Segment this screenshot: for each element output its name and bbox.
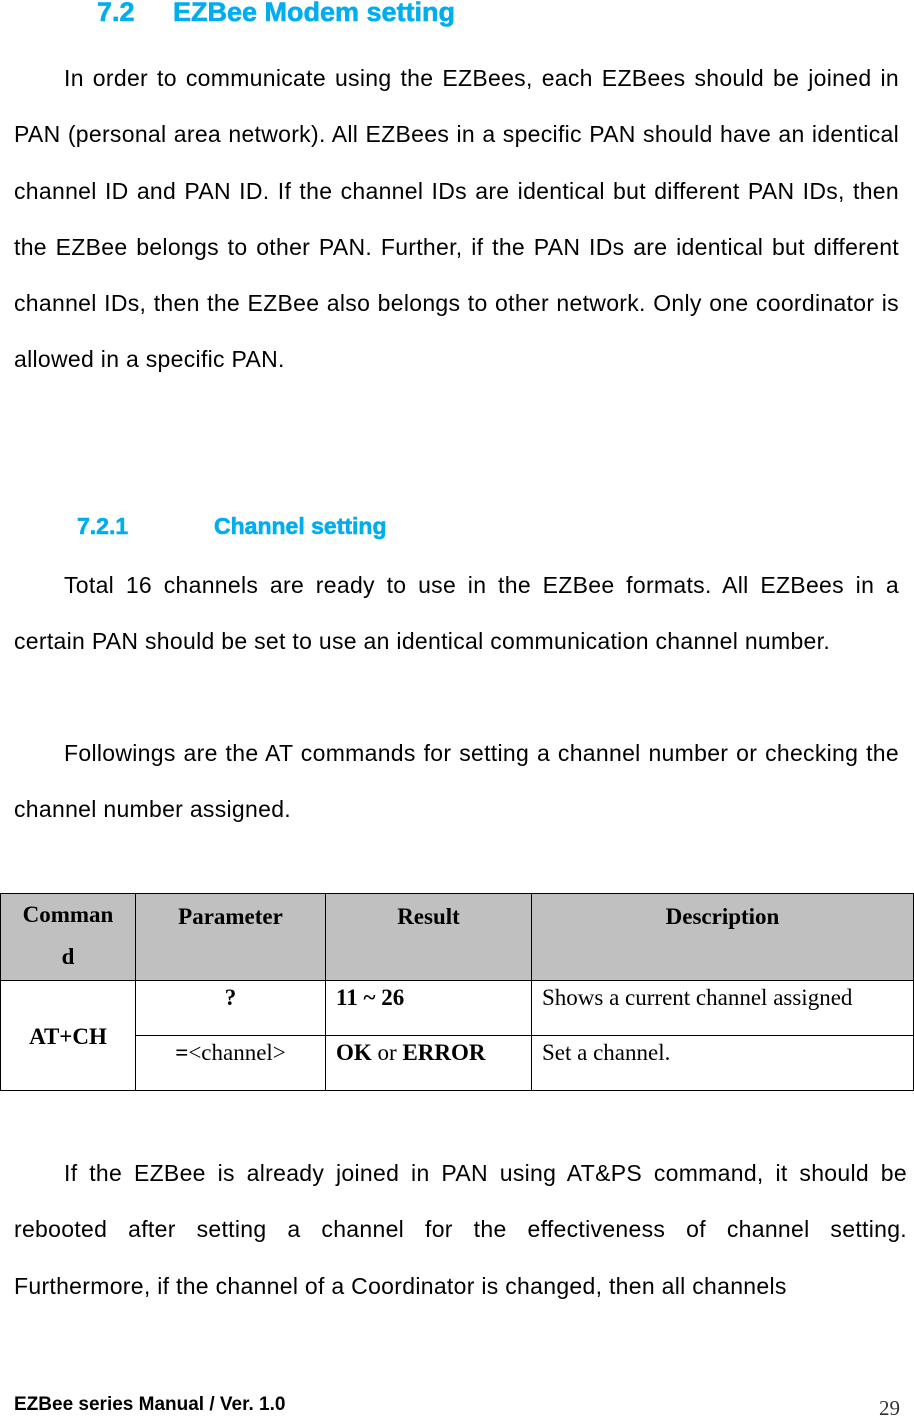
section-number: 7.2 (97, 0, 135, 27)
reboot-paragraph (14, 1145, 907, 1314)
commands-paragraph (14, 725, 899, 838)
footer-manual: EZBee series Manual / Ver. 1.0 (14, 1394, 286, 1415)
table-row (1, 981, 914, 1036)
table-header-row (1, 894, 914, 981)
parameter-cell (136, 981, 326, 1036)
result-cell (326, 981, 532, 1036)
commands-text: Followings are the AT commands for setting a channel number or checking the channel number assigned. (14, 740, 899, 823)
section-title: EZBee Modem setting (173, 0, 456, 27)
intro-paragraph (14, 50, 899, 388)
parameter-cell (136, 1036, 326, 1091)
at-command-table (0, 893, 914, 1091)
description-cell: Set a channel. (532, 1036, 914, 1091)
page-number: 29 (879, 1396, 900, 1420)
result-a: 11 ~ 26 (336, 985, 405, 1010)
result-a: OK (336, 1040, 372, 1065)
channel-paragraph (14, 557, 899, 670)
command-cell: AT+CH (1, 981, 136, 1091)
param-bold: ? (224, 985, 237, 1010)
param-bold: = (175, 1040, 189, 1065)
header-command: Command (1, 894, 136, 981)
header-result: Result (326, 894, 532, 981)
header-description: Description (532, 894, 914, 981)
channel-text: Total 16 channels are ready to use in the EZBee formats. All EZBees in a certain PAN should be set to use an identical communication channel number. (14, 572, 899, 655)
param-rest: <channel> (188, 1040, 286, 1065)
header-parameter: Parameter (136, 894, 326, 981)
table-row (1, 1036, 914, 1091)
result-or: or (371, 1040, 403, 1065)
result-cell (326, 1036, 532, 1091)
result-b: ERROR (402, 1040, 486, 1065)
description-cell: Shows a current channel assigned (532, 981, 914, 1036)
subsection-number: 7.2.1 (77, 513, 129, 539)
intro-text: In order to communicate using the EZBees, each EZBees should be joined in PAN (personal area network). All EZBees in a specific PAN should have an identical channel ID and PAN ID. If the channel IDs are identical but different PAN IDs, then the EZBee belongs to other PAN. Further, if the PAN IDs are identical but different channel IDs, then the EZBee also belongs to other network. Only one coordinator is allowed in a specific PAN. (14, 65, 899, 373)
reboot-text: If the EZBee is already joined in PAN using AT&PS command, it should be rebooted after setting a channel for the effectiveness of channel setting. Furthermore, if the channel of a Coordinator is changed, then all channels (14, 1160, 907, 1299)
subsection-title: Channel setting (214, 513, 387, 539)
